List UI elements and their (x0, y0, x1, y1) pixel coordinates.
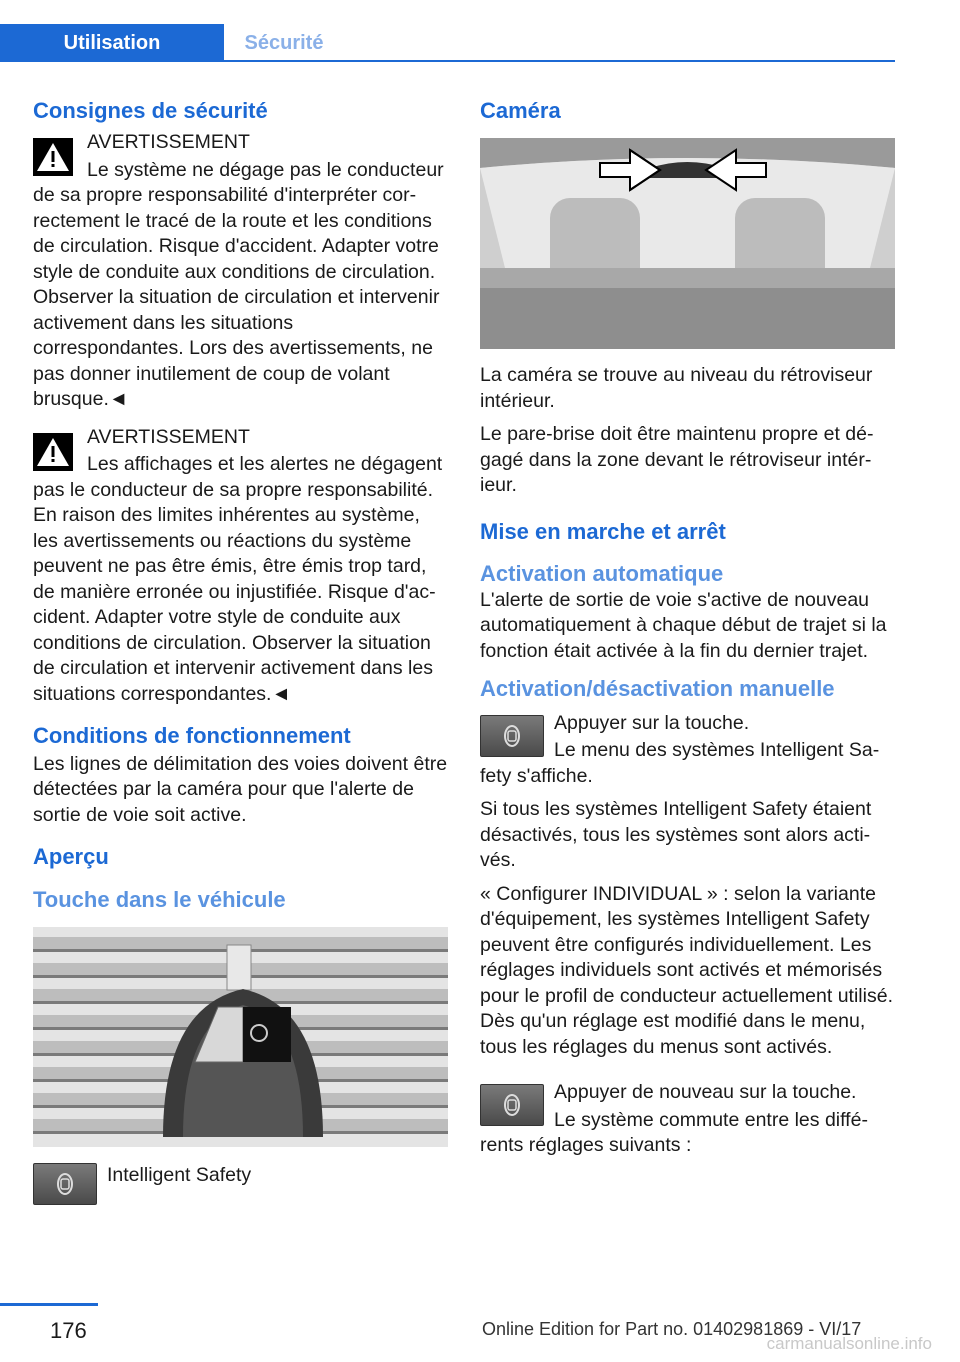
intelligent-safety-icon (33, 1163, 97, 1205)
heading-apercu: Aperçu (33, 844, 109, 870)
manual-text-3: « Configurer INDIVIDUAL » : selon la variante d'équipement, les systèmes Intelligent Safety peuvent être configurés individuellement. Les réglages individuels sont activés et mémorisés pour le profil de conducteur actuellement utilisé. Dès qu'un réglage est modifié dans le menu, tous les réglages du menus sont activés. (480, 882, 893, 1058)
watermark: carmanualsonline.info (766, 1334, 932, 1353)
manual-line-1: Appuyer sur la touche. (554, 711, 750, 734)
heading-marche: Mise en marche et arrêt (480, 518, 726, 544)
heading-safety: Consignes de sécurité (33, 98, 268, 123)
section-tabs (0, 24, 344, 62)
manual-line-2: Le menu des systèmes Intelligent Safety s'affiche. (480, 739, 880, 787)
button-panel-photo (33, 927, 448, 1147)
warning-triangle-icon (33, 138, 73, 176)
camera-text-2: Le pare-brise doit être maintenu propre et dégagé dans la zone devant le rétroviseur intérieur. (480, 423, 874, 497)
heading-conditions: Conditions de fonctionnement (33, 723, 351, 749)
manual-step-2 (480, 1080, 896, 1167)
again-line-2: Le système commute entre les différents réglages suivants : (480, 1108, 868, 1157)
warning-triangle-icon (33, 433, 73, 471)
warning-title-2: AVERTISSEMENT (87, 425, 250, 448)
intelligent-safety-icon (480, 1084, 544, 1126)
heading-manuelle: Activation/désactivation manuelle (480, 676, 835, 702)
edition-line: Online Edition for Part no. 01402981869 - VI/17 (482, 1319, 862, 1339)
page-number: 176 (50, 1318, 87, 1343)
warning-block-1 (33, 130, 448, 413)
camera-text-1: La caméra se trouve au niveau du rétroviseur intérieur. (480, 364, 873, 412)
warning-block-2 (33, 425, 448, 708)
right-column (480, 98, 896, 1167)
header-rule (224, 60, 895, 62)
warning-text-1: Le système ne dégage pas le conducteur de sa propre responsabilité d'interpréter correctement le tracé de la route et les conditions de circulation. Risque d'accident. Adapter votre style de conduite aux conditions de circulation. Observer la situation de circulation et intervenir activement dans les situations correspondantes. Lors des avertissements, ne pas donner inutilement de coup de volant brusque.◄ (33, 158, 444, 411)
footer-rule (0, 1303, 98, 1306)
intelligent-safety-icon (480, 715, 544, 757)
manual-step-1 (480, 711, 896, 798)
heading-touche: Touche dans le véhicule (33, 886, 286, 912)
heading-auto: Activation automatique (480, 561, 724, 587)
icon-label: Intelligent Safety (107, 1164, 252, 1187)
tab-utilisation[interactable]: Utilisation (0, 24, 224, 62)
left-column (33, 98, 448, 1209)
manual-text-2: Si tous les systèmes Intelligent Safety étaient désactivés, tous les systèmes sont alors activés. (480, 798, 872, 872)
auto-text: L'alerte de sortie de voie s'active de nouveau automatiquement à chaque début de trajet si la fonction était activée à la fin du dernier trajet. (480, 588, 887, 662)
heading-camera: Caméra (480, 98, 561, 123)
conditions-text: Les lignes de délimitation des voies doivent être détectées par la caméra pour que l'alerte de sortie de voie soit active. (33, 752, 448, 826)
warning-title-1: AVERTISSEMENT (87, 131, 250, 154)
tab-securite[interactable]: Sécurité (244, 31, 324, 54)
legend-row (33, 1159, 448, 1209)
again-line-1: Appuyer de nouveau sur la touche. (554, 1081, 857, 1104)
camera-photo (480, 138, 895, 349)
warning-text-2: Les affichages et les alertes ne dégagent pas le conducteur de sa propre responsabilité. En raison des limites inhérentes au système, les avertissements ou réactions du système peuvent ne pas être émis, être émis trop tard, de manière erronée ou injustifiée. Risque d'accident. Adapter votre style de conduite aux conditions de circulation. Observer la situation de circulation et intervenir activement dans les situations correspondantes.◄ (33, 453, 443, 705)
